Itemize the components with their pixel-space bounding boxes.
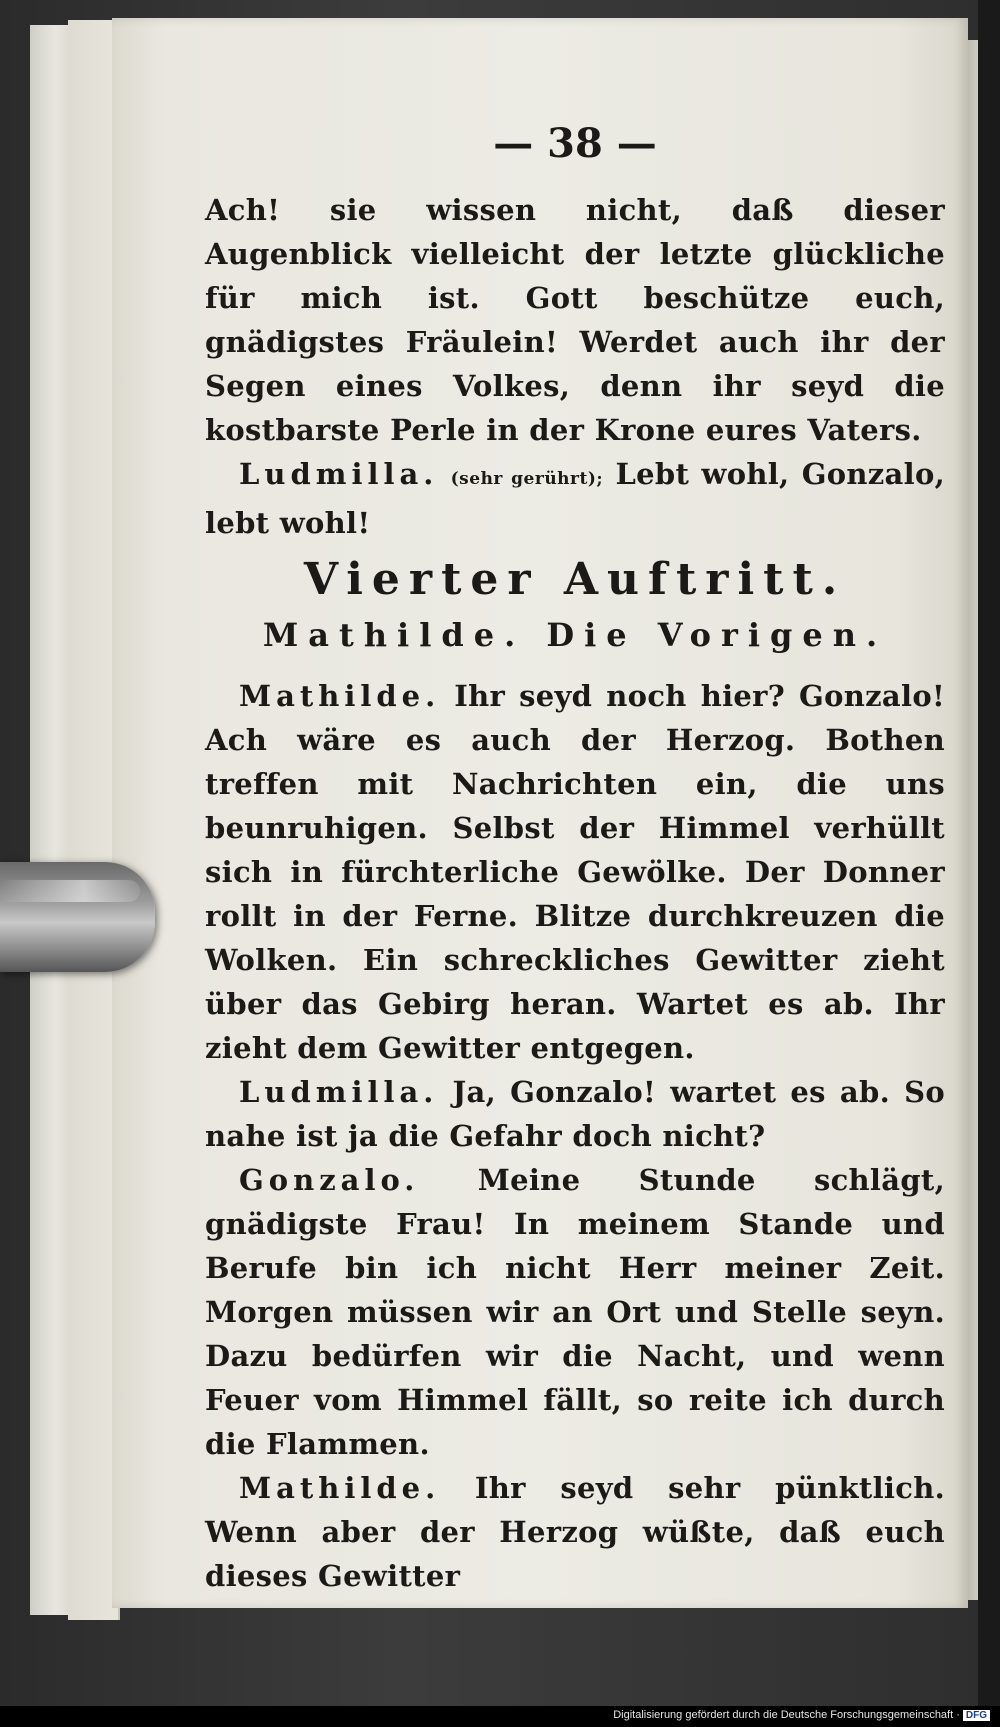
dialogue-block-top	[205, 188, 945, 545]
scene-characters: Mathilde. Die Vorigen.	[262, 616, 888, 654]
footer-credit	[613, 1709, 990, 1721]
scene-heading: Vierter Auftritt.	[303, 554, 847, 605]
book-page-edges	[30, 25, 73, 1615]
dialogue-paragraph	[205, 188, 945, 452]
paragraph-text: Ach! sie wissen nicht, daß dieser Augenblick vielleicht der letzte glückliche für mich ist. Gott beschütze euch, gnädigstes Fräulein! Werdet auch ihr der Segen eines Volkes, denn ihr seyd die kostbarste Perle in der Krone eures Vaters.	[205, 193, 945, 447]
page-clip-highlight	[0, 880, 140, 902]
speaker-name: Mathilde.	[239, 1471, 441, 1505]
dialogue-paragraph	[205, 452, 945, 545]
stage-direction: (sehr gerührt);	[450, 469, 604, 489]
dialogue-paragraph	[205, 1070, 945, 1158]
scene-block	[205, 550, 945, 1598]
paragraph-text: Ihr seyd noch hier? Gonzalo! Ach wäre es auch der Herzog. Bothen treffen mit Nachrichten ein, die uns beunruhigen. Selbst der Himmel verhüllt sich in fürchterliche Gewölke. Der Donner rollt in der Ferne. Blitze durchkreuzen die Wolken. Ein schreckliches Gewitter zieht über das Gebirg heran. Wartet es ab. Ihr zieht dem Gewitter entgegen.	[205, 679, 945, 1065]
speaker-name: Ludmilla.	[239, 457, 439, 491]
speaker-name: Gonzalo.	[239, 1163, 420, 1197]
paragraph-text: Lebt wohl, Gonzalo, lebt wohl!	[205, 457, 945, 540]
footer-credit-text: Digitalisierung gefördert durch die Deutsche Forschungsgemeinschaft ·	[613, 1709, 960, 1721]
paragraph-text: Ja, Gonzalo! wartet es ab. So nahe ist ja die Gefahr doch nicht?	[205, 1075, 945, 1153]
dialogue-paragraph	[205, 1466, 945, 1598]
book-spine-shadow	[978, 0, 1000, 1727]
dfg-logo: DFG	[963, 1710, 990, 1721]
speaker-name: Mathilde.	[239, 679, 441, 713]
speaker-name: Ludmilla.	[239, 1075, 439, 1109]
page-clip-holder	[0, 862, 155, 972]
paragraph-text: Ihr seyd sehr pünktlich. Wenn aber der Herzog wüßte, daß euch dieses Gewitter	[205, 1471, 945, 1593]
page-number: — 38 —	[493, 120, 657, 167]
dialogue-paragraph	[205, 674, 945, 1070]
dialogue-paragraph	[205, 1158, 945, 1466]
paragraph-text: Meine Stunde schlägt, gnädigste Frau! In meinem Stande und Berufe bin ich nicht Herr meiner Zeit. Morgen müssen wir an Ort und Stelle seyn. Dazu bedürfen wir die Nacht, und wenn Feuer vom Himmel fällt, so reite ich durch die Flammen.	[205, 1163, 945, 1461]
